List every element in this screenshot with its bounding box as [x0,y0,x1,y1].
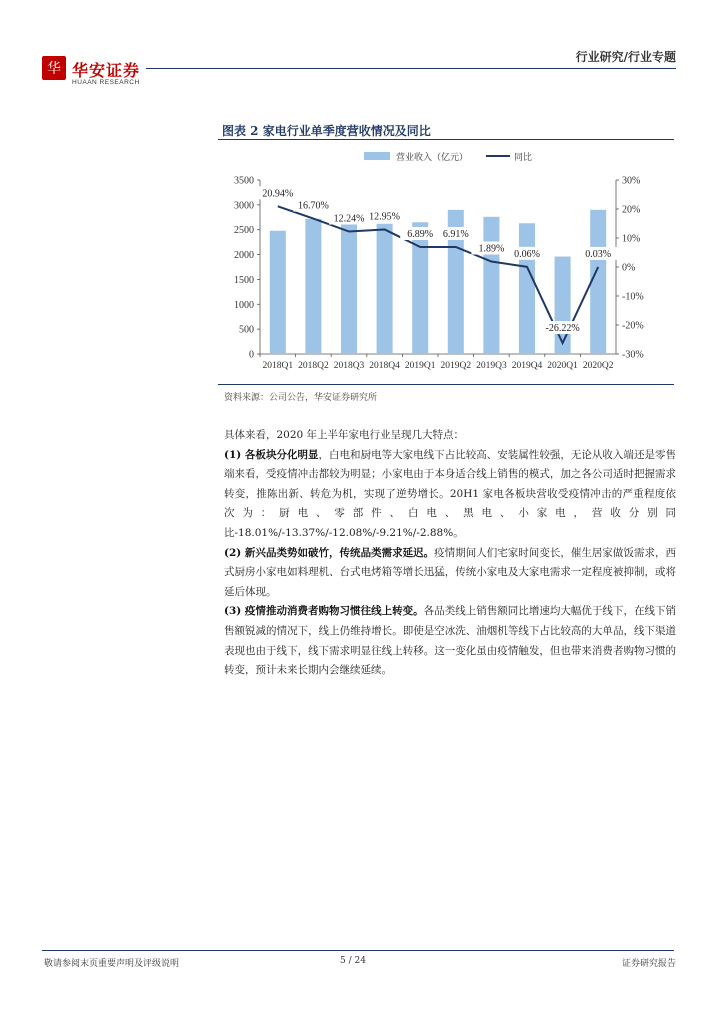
header-divider [146,68,676,69]
right-tick-label: 10% [622,233,641,245]
logo-glyph: 华 [47,62,61,77]
brand-english: HUAAN RESEARCH [72,79,140,86]
point-2 [224,544,676,603]
left-tick-label: 3500 [234,175,254,187]
left-tick-label: 2500 [234,225,254,237]
x-tick-label: 2018Q2 [298,361,329,371]
left-tick-label: 3000 [234,200,254,212]
yoy-data-label: 12.24% [333,213,365,225]
point-2-heading: (2) 新兴品类势如破竹，传统品类需求延迟。 [224,546,435,559]
point-2-text: 疫情期间人们宅家时间变长，催生居家做饭需求，西式厨房小家电如料理机、台式电烤箱等增长迅猛，传统小家电及大家电需求一定程度被抑制，或将延后体现。 [224,546,676,598]
brand-name: 华安证券 [72,61,141,80]
right-tick-label: -30% [622,349,644,361]
point-3-heading: (3) 疫情推动消费者购物习惯往线上转变。 [224,605,424,618]
yoy-data-label: -26.22% [545,323,580,335]
right-tick-label: -20% [622,320,644,332]
right-tick-label: 20% [622,204,641,216]
legend-line-label: 同比 [514,152,533,162]
right-tick-label: 30% [622,175,641,187]
revenue-bar [377,224,393,354]
figure-source: 资料来源：公司公告，华安证券研究所 [224,393,378,403]
figure-title: 图表 2 家电行业单季度营收情况及同比 [222,124,431,138]
x-tick-label: 2020Q2 [582,361,614,371]
left-tick-label: 500 [239,324,254,336]
chart-svg [218,144,674,384]
revenue-bar [555,257,571,354]
revenue-bar [483,217,499,354]
revenue-bar [270,231,286,354]
figure-top-rule [218,139,674,140]
point-1 [224,446,676,544]
body-text [224,426,676,681]
page-number: 5 / 24 [340,956,366,966]
yoy-data-label: 6.89% [407,229,434,241]
revenue-chart [218,144,674,384]
revenue-bar [519,223,535,354]
page-header [0,0,724,86]
x-tick-label: 2019Q1 [404,361,436,371]
yoy-data-label: 12.95% [369,211,401,223]
yoy-data-label: 16.70% [297,200,329,212]
yoy-data-label: 0.06% [514,248,540,260]
point-1-heading: (1) 各板块分化明显 [224,448,319,461]
point-3-text: 各品类线上销售额同比增速均大幅优于线下，在线下销售额锐减的情况下，线上仍维持增长。即使是空冰洗、油烟机等线下占比较高的大单品，线下渠道表现也由于线下，线下需求明显往线上转移。这一变化虽由疫情触发，但也带来消费者购物习惯的转变，预计未来长期内会继续延续。 [224,605,677,677]
revenue-bar [590,210,606,354]
intro-paragraph: 具体来看，2020 年上半年家电行业呈现几大特点： [224,429,465,441]
right-tick-label: 0% [622,262,636,274]
legend-bar-swatch [364,152,390,160]
footer-doc-type: 证券研究报告 [621,959,676,969]
revenue-bar [305,219,321,354]
x-tick-label: 2020Q1 [547,361,578,371]
footer-disclaimer: 敬请参阅末页重要声明及评级说明 [44,959,180,969]
left-tick-label: 1500 [234,274,254,286]
revenue-bar [341,222,357,354]
right-tick-label: -10% [622,291,644,303]
point-1-text: ，白电和厨电等大家电线下占比较高、安装属性较强，无论从收入端还是零售端来看，受疫情冲击都较为明显；小家电由于本身适合线上销售的模式，加之各公司适时把握需求转变，推陈出新、转危为机，实现了逆势增长。20H1 家电各板块营收受疫情冲击的严重程度依次为：厨电、零部件、白电、黑电、小家电，营收分别同比-18.01%/-13.37%/-12.08%/-9.21%/-2.88%。 [224,448,676,539]
figure-bottom-rule [218,384,674,385]
x-tick-label: 2018Q1 [262,361,294,371]
yoy-data-label: 20.94% [262,188,294,200]
yoy-data-label: 1.89% [478,243,505,255]
revenue-bar [412,222,428,354]
x-tick-label: 2019Q3 [476,361,507,371]
yoy-data-label: 6.91% [442,228,469,240]
footer-divider [42,950,674,951]
report-section: 行业研究/行业专题 [575,50,676,64]
x-tick-label: 2018Q3 [333,361,365,371]
x-tick-label: 2018Q4 [369,361,400,371]
yoy-data-label: 0.03% [585,248,612,260]
left-tick-label: 2000 [234,250,254,262]
x-tick-label: 2019Q2 [440,361,472,371]
huaan-logo-icon [42,56,66,80]
x-tick-label: 2019Q4 [511,361,543,371]
point-3 [224,602,676,680]
left-tick-label: 0 [249,349,254,361]
left-tick-label: 1000 [234,299,254,311]
legend-bar-label: 营业收入（亿元） [396,152,469,162]
